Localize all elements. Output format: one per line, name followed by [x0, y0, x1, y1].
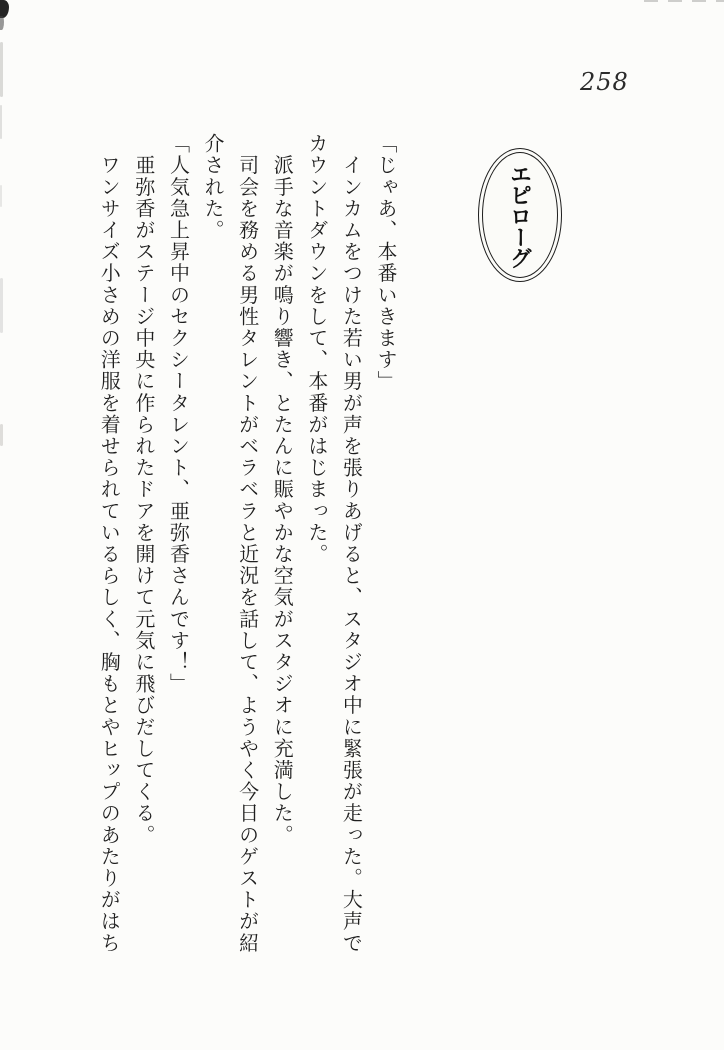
scan-edge-smudge [0, 185, 2, 207]
text-column-7: 「人気急上昇中のセクシータレント、亜弥香さんです！」 [166, 133, 191, 695]
text-column-3: カウントダウンをして、本番がはじまった。 [304, 133, 329, 565]
text-column-6: 介された。 [201, 133, 226, 241]
epilogue-emblem-oval [478, 148, 562, 282]
scan-corner-artifact-tail [0, 16, 4, 30]
scan-edge-smudge [0, 105, 2, 139]
body-text-block [91, 133, 403, 973]
text-column-4: 派手な音楽が鳴り響き、とたんに賑やかな空気がスタジオに充満した。 [270, 133, 295, 846]
scan-edge-smudge [0, 42, 3, 97]
epilogue-emblem-inner-ring [482, 152, 558, 278]
text-column-9: ワンサイズ小さめの洋服を着せられているらしく、胸もとやヒップのあたりがはち [97, 133, 122, 954]
scan-edge-smudge [0, 424, 3, 446]
scan-edge-smudge [0, 278, 3, 333]
text-column-1: 「じゃあ、本番いきます」 [374, 133, 398, 393]
text-column-2: インカムをつけた若い男が声を張りあげると、スタジオ中に緊張が走った。大声で [339, 133, 364, 954]
scan-top-edge-artifact [644, 0, 724, 2]
text-column-5: 司会を務める男性タレントがベラベラと近況を話して、ようやく今日のゲストが紹 [235, 133, 260, 954]
page-number: 258 [580, 68, 629, 96]
text-column-8: 亜弥香がステージ中央に作られたドアを開けて元気に飛びだしてくる。 [131, 133, 156, 846]
epilogue-title: エピローグ [506, 162, 533, 268]
